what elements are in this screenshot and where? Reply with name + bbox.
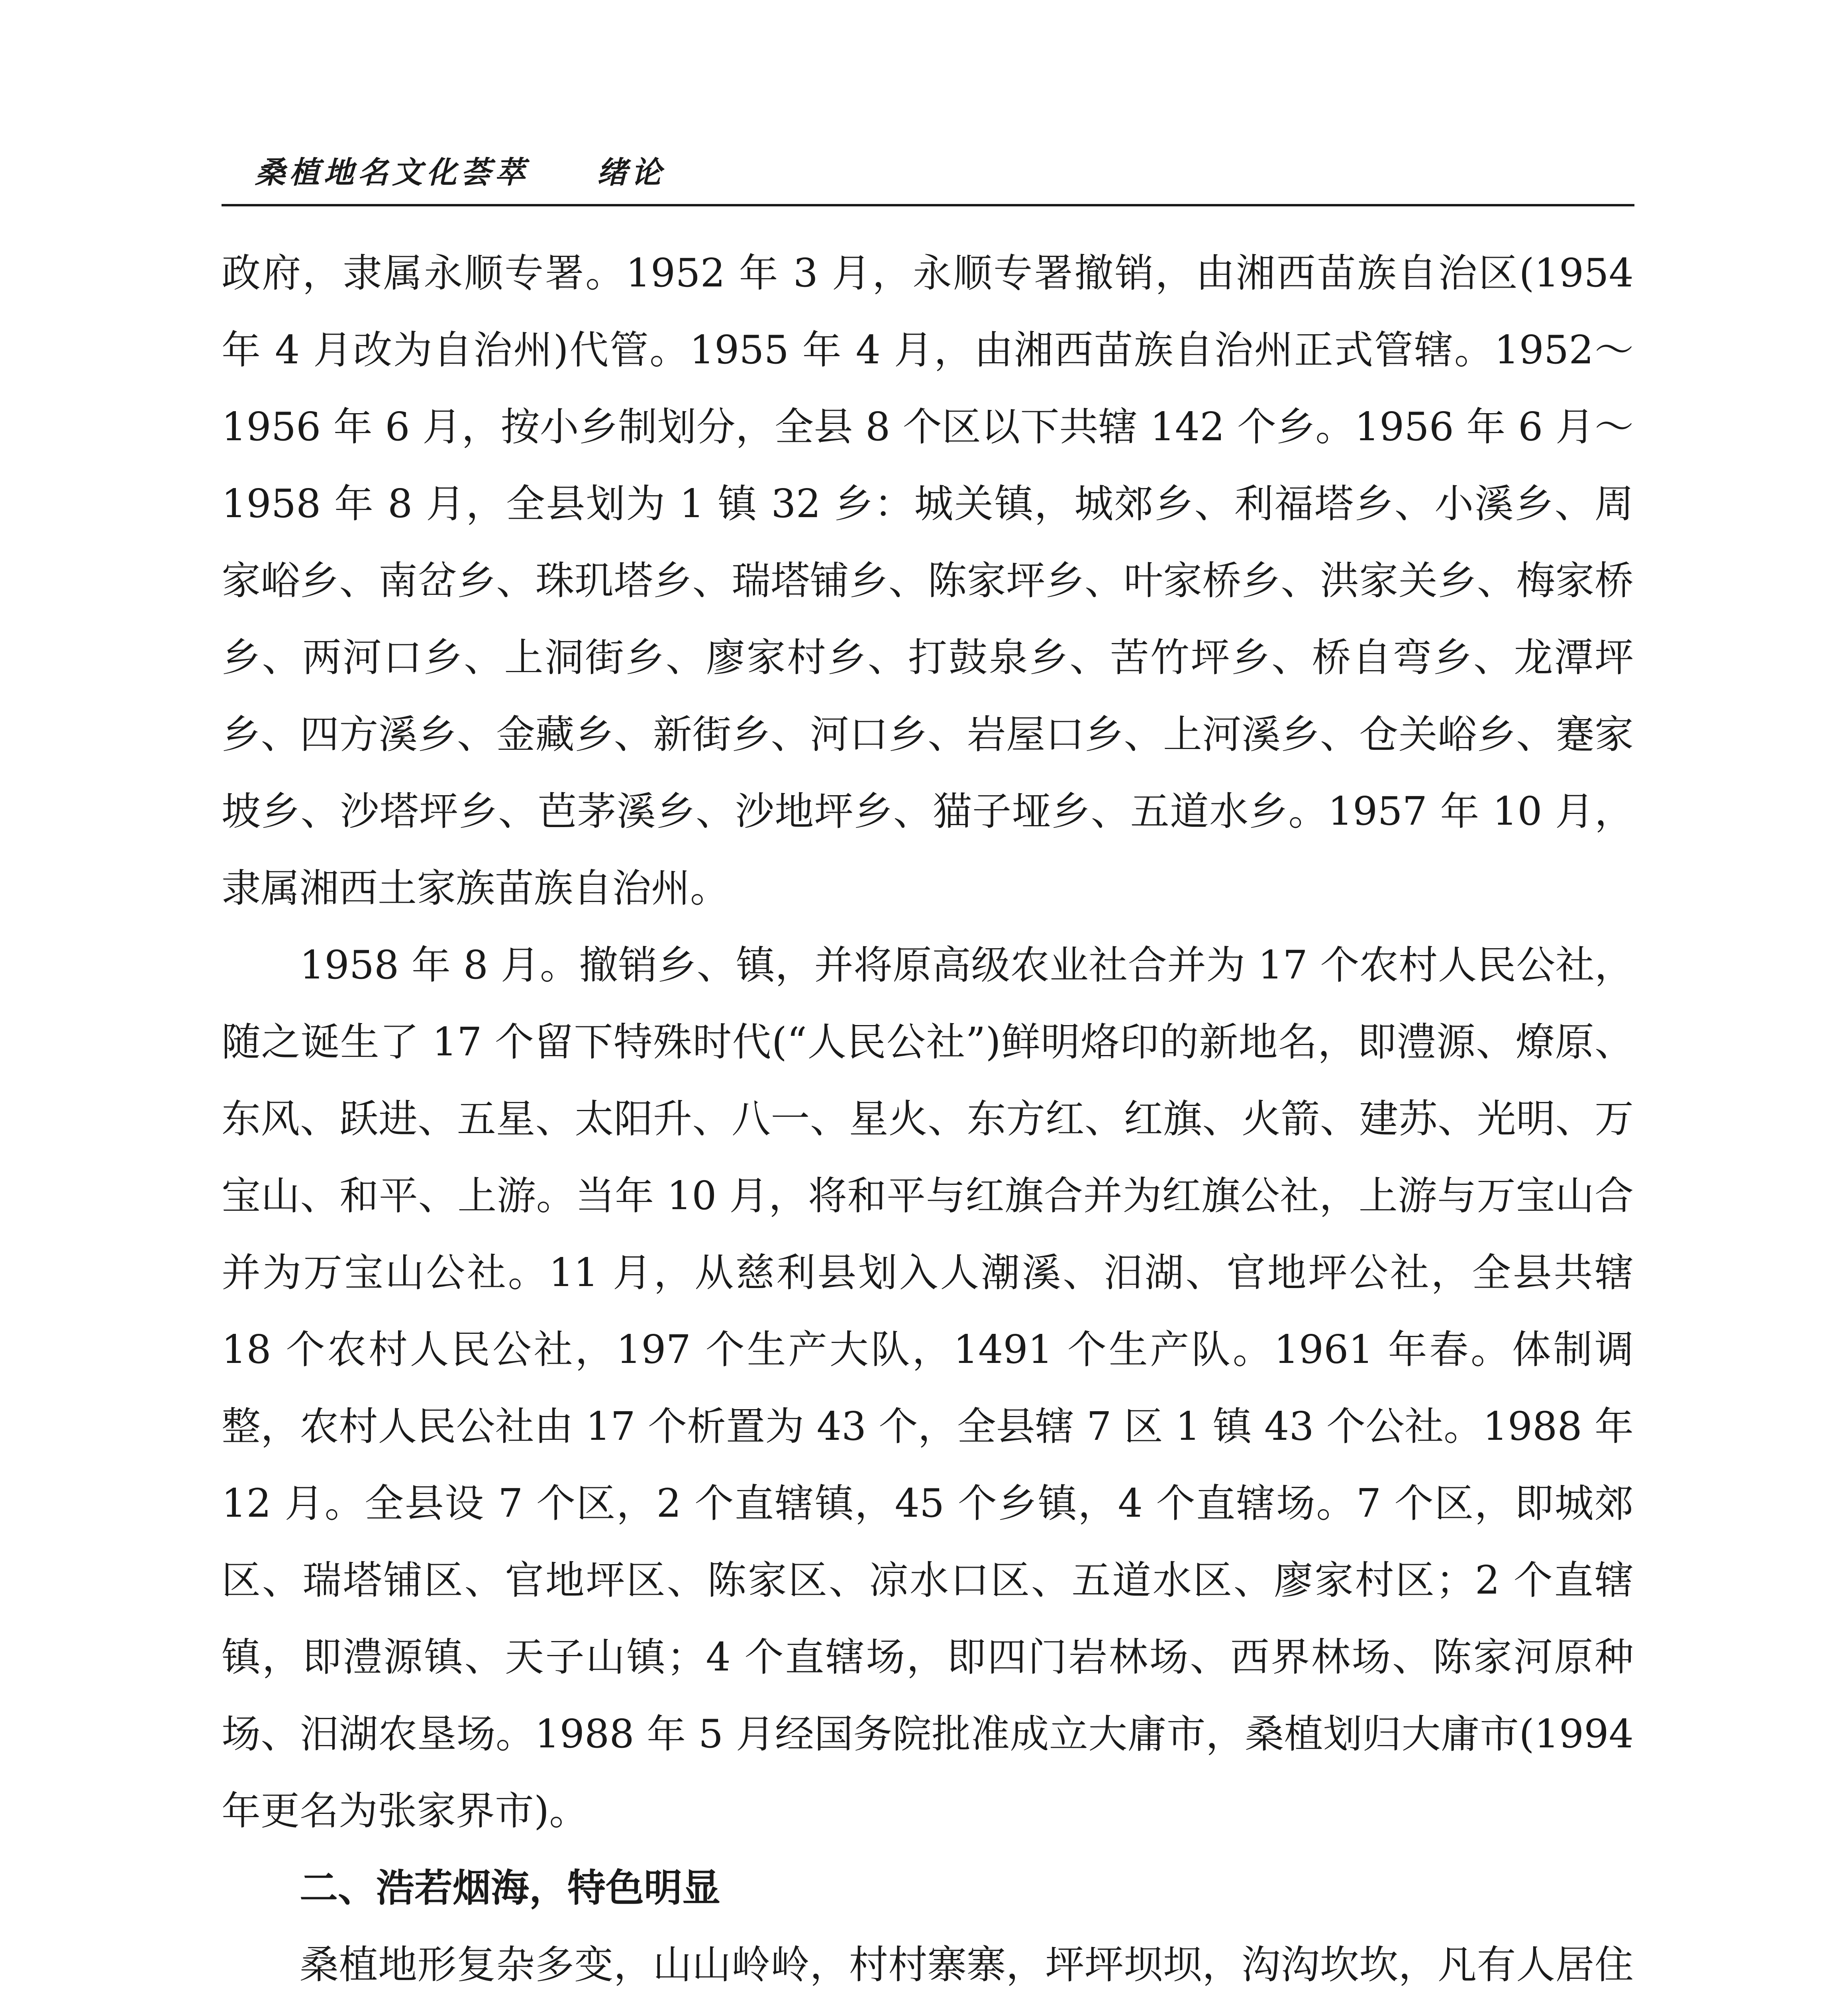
paragraph-continued: 政府，隶属永顺专署。1952 年 3 月，永顺专署撤销，由湘西苗族自治区(1954 年 4 月改为自治州)代管。1955 年 4 月，由湘西苗族自治州正式管辖。1952～1956 年 6 月，按小乡制划分，全县 8 个区以下共辖 142 个乡。1956 年 6 月～1958 年 8 月，全县划为 1 镇 32 乡：城关镇，城郊乡、利福塔乡、小溪乡、周家峪乡、南岔乡、珠玑塔乡、瑞塔铺乡、陈家坪乡、叶家桥乡、洪家关乡、梅家桥乡、两河口乡、上洞街乡、廖家村乡、打鼓泉乡、苦竹坪乡、桥自弯乡、龙潭坪乡、四方溪乡、金藏乡、新街乡、河口乡、岩屋口乡、上河溪乡、仓关峪乡、蹇家坡乡、沙塔坪乡、芭茅溪乡、沙地坪乡、猫子垭乡、五道水乡。1957 年 10 月，隶属湘西土家族苗族自治州。 xyxy=(222,251,1634,911)
section-heading: 二、浩若烟海，特色明显 xyxy=(300,1866,720,1910)
paragraph: 桑植地形复杂多变，山山岭岭，村村寨寨，坪坪坝坝，沟沟坎坎，凡有人居住 xyxy=(300,1942,1634,1988)
paragraph: 1958 年 8 月。撤销乡、镇，并将原高级农业社合并为 17 个农村人民公社，随之诞生了 17 个留下特殊时代(“人民公社”)鲜明烙印的新地名，即澧源、燎原、东风、跃进、五星、太阳升、八一、星火、东方红、红旗、火箭、建苏、光明、万宝山、和平、上游。当年 10 月，将和平与红旗合并为红旗公社，上游与万宝山合并为万宝山公社。11 月，从慈利县划入人潮溪、汨湖、官地坪公社，全县共辖 18 个农村人民公社，197 个生产大队，1491 个生产队。1961 年春。体制调整，农村人民公社由 17 个析置为 43 个，全县辖 7 区 1 镇 43 个公社。1988 年 12 月。全县设 7 个区，2 个直辖镇，45 个乡镇，4 个直辖场。7 个区，即城郊区、瑞塔铺区、官地坪区、陈家区、凉水口区、五道水区、廖家村区；2 个直辖镇，即澧源镇、天子山镇；4 个直辖场，即四门岩林场、西界林场、陈家河原种场、汨湖农垦场。1988 年 5 月经国务院批准成立大庸市，桑植划归大庸市(1994 年更名为张家界市)。 xyxy=(222,943,1634,1834)
header-rule xyxy=(222,204,1634,206)
book-title: 桑植地名文化荟萃 xyxy=(255,155,529,190)
body-text xyxy=(222,235,1634,1992)
chapter-title: 绪论 xyxy=(597,155,665,190)
running-header xyxy=(255,148,665,192)
